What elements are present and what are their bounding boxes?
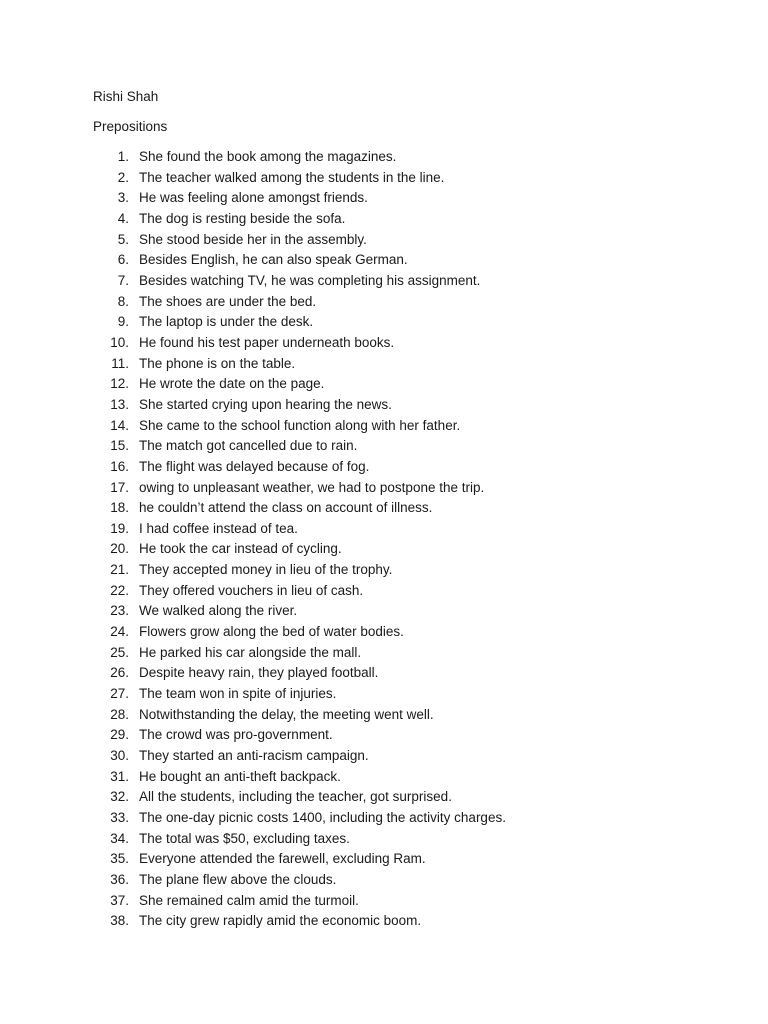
list-item: [0, 911, 768, 932]
list-item: [0, 539, 768, 560]
list-item: [0, 147, 768, 168]
list-item: [0, 209, 768, 230]
list-item-number: 27.: [110, 686, 129, 702]
list-item-number: 22.: [110, 582, 129, 598]
list-item: [0, 230, 768, 251]
list-item-number: 35.: [110, 851, 129, 867]
list-item-number: 34.: [110, 830, 129, 846]
list-item-number: 12.: [110, 376, 129, 392]
list-item: [0, 416, 768, 437]
list-item-text: The total was $50, excluding taxes.: [139, 830, 350, 846]
list-item-number: 33.: [110, 810, 129, 825]
list-item-text: He found his test paper underneath books.: [139, 334, 395, 350]
list-item: [0, 684, 768, 705]
list-item-number: 32.: [110, 789, 129, 805]
list-item-number: 17.: [110, 479, 129, 495]
list-item: [0, 457, 768, 478]
list-item-text: The shoes are under the bed.: [139, 293, 317, 309]
list-item: [0, 250, 768, 271]
list-item-text: The team won in spite of injuries.: [139, 686, 337, 702]
list-item: [0, 436, 768, 457]
list-item-text: Besides watching TV, he was completing his assignment.: [139, 272, 481, 288]
list-item-number: 15.: [110, 438, 129, 454]
list-item-text: Despite heavy rain, they played football.: [139, 665, 379, 681]
list-item-text: The one-day picnic costs 1400, including the activity charges.: [139, 810, 506, 825]
list-item-number: 7.: [117, 272, 129, 288]
list-item-text: He was feeling alone amongst friends.: [139, 190, 368, 206]
list-item-text: He parked his car alongside the mall.: [139, 644, 362, 660]
list-item-number: 13.: [110, 396, 129, 412]
list-item-text: They offered vouchers in lieu of cash.: [139, 582, 364, 598]
list-item-text: He wrote the date on the page.: [139, 376, 325, 392]
list-item-text: Flowers grow along the bed of water bodies.: [139, 624, 404, 640]
list-item-number: 25.: [110, 644, 129, 660]
list-item-number: 16.: [110, 458, 129, 474]
list-item-text: She started crying upon hearing the news.: [139, 396, 392, 412]
list-item-text: She found the book among the magazines.: [139, 149, 397, 164]
list-item: [0, 498, 768, 519]
list-item: [0, 622, 768, 643]
list-item-number: 4.: [117, 210, 129, 226]
list-item-text: The flight was delayed because of fog.: [139, 458, 370, 474]
list-item-number: 1.: [117, 149, 129, 164]
list-item-text: The dog is resting beside the sofa.: [139, 210, 346, 226]
list-item: [0, 663, 768, 684]
list-item-number: 2.: [117, 169, 129, 185]
list-item-text: The teacher walked among the students in the line.: [139, 169, 445, 185]
list-item: [0, 601, 768, 622]
list-item: [0, 870, 768, 891]
list-item: [0, 519, 768, 540]
list-item-number: 10.: [110, 334, 129, 350]
list-item-number: 37.: [110, 892, 129, 908]
list-item-number: 5.: [117, 231, 129, 247]
list-item: [0, 560, 768, 581]
list-item-text: The city grew rapidly amid the economic boom.: [139, 913, 422, 929]
list-item-text: I had coffee instead of tea.: [139, 520, 298, 536]
list-item: [0, 354, 768, 375]
list-item: [0, 581, 768, 602]
list-item-text: All the students, including the teacher, got surprised.: [139, 789, 452, 805]
list-item-number: 8.: [117, 293, 129, 309]
list-item-text: he couldn’t attend the class on account of illness.: [139, 500, 433, 516]
list-item-number: 26.: [110, 665, 129, 681]
list-item-text: The phone is on the table.: [139, 355, 296, 371]
list-item-text: She remained calm amid the turmoil.: [139, 892, 359, 908]
list-item-text: The plane flew above the clouds.: [139, 871, 337, 887]
list-item-number: 30.: [110, 748, 129, 764]
list-item: [0, 374, 768, 395]
list-item-number: 28.: [110, 706, 129, 722]
list-item: [0, 312, 768, 333]
list-item: [0, 725, 768, 746]
list-item-text: We walked along the river.: [139, 603, 298, 619]
list-item-number: 14.: [110, 417, 129, 433]
list-item-number: 21.: [110, 562, 129, 578]
document-title: Prepositions: [93, 119, 168, 134]
list-item: [0, 849, 768, 870]
list-item-text: The match got cancelled due to rain.: [139, 438, 358, 454]
list-item: [0, 333, 768, 354]
list-item-number: 9.: [117, 314, 129, 330]
list-item-number: 38.: [110, 913, 129, 929]
list-item-text: The laptop is under the desk.: [139, 314, 314, 330]
list-item: [0, 746, 768, 767]
list-item-number: 11.: [111, 355, 129, 371]
list-item: [0, 767, 768, 788]
list-item-text: owing to unpleasant weather, we had to postpone the trip.: [139, 479, 485, 495]
list-item-text: Besides English, he can also speak German.: [139, 252, 408, 268]
list-item: [0, 643, 768, 664]
list-item: [0, 808, 768, 829]
list-item-number: 6.: [117, 252, 129, 268]
list-item-text: They accepted money in lieu of the trophy.: [139, 562, 393, 578]
list-item-number: 18.: [110, 500, 129, 516]
list-item-number: 19.: [110, 520, 129, 536]
list-item-number: 31.: [110, 768, 129, 784]
list-item-text: She stood beside her in the assembly.: [139, 231, 367, 247]
list-item: [0, 829, 768, 850]
list-item-number: 3.: [117, 190, 129, 206]
list-item-text: Everyone attended the farewell, excluding Ram.: [139, 851, 426, 867]
list-item-text: The crowd was pro-government.: [139, 727, 333, 743]
list-item-number: 36.: [110, 871, 129, 887]
list-item-number: 23.: [110, 603, 129, 619]
list-item-number: 20.: [110, 541, 129, 557]
list-item: [0, 168, 768, 189]
numbered-sentence-list: [0, 147, 768, 932]
list-item-text: They started an anti-racism campaign.: [139, 748, 369, 764]
author-name: Rishi Shah: [93, 89, 159, 104]
list-item: [0, 188, 768, 209]
list-item-number: 29.: [110, 727, 129, 743]
list-item: [0, 395, 768, 416]
list-item-text: He bought an anti-theft backpack.: [139, 768, 341, 784]
list-item: [0, 705, 768, 726]
list-item: [0, 478, 768, 499]
list-item: [0, 271, 768, 292]
list-item: [0, 891, 768, 912]
list-item: [0, 787, 768, 808]
list-item-number: 24.: [110, 624, 129, 640]
list-item-text: Notwithstanding the delay, the meeting went well.: [139, 706, 434, 722]
list-item: [0, 292, 768, 313]
list-item-text: He took the car instead of cycling.: [139, 541, 342, 557]
list-item-text: She came to the school function along with her father.: [139, 417, 461, 433]
